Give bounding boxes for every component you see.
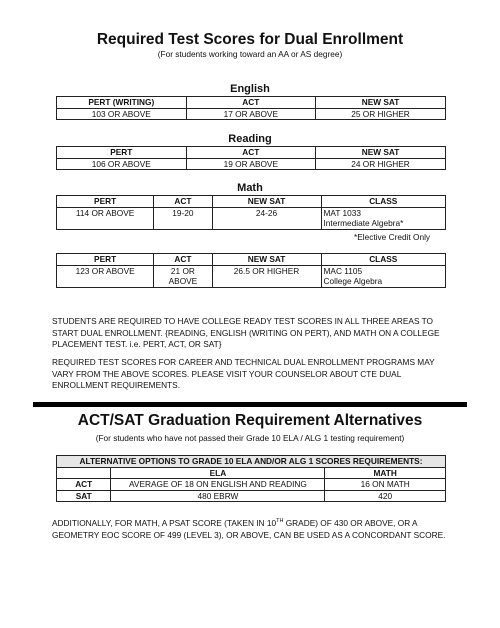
class-name: College Algebra — [323, 276, 383, 286]
class-code: MAT 1033 — [323, 207, 362, 218]
elective-note: *Elective Credit Only — [354, 232, 431, 242]
table-cell: 24 OR HIGHER — [316, 158, 446, 170]
row-label: ACT — [57, 479, 111, 491]
table-row — [57, 479, 446, 491]
psat-text-b: GRADE) OF 430 OR ABOVE, OR A GEOMETRY EOC SCORE OF 499 (LEVEL 3), OR ABOVE, CAN BE USED AS A CONCORDANT SCORE. — [52, 518, 446, 540]
table-cell: 480 EBRW — [111, 490, 325, 502]
table-cell: 106 OR ABOVE — [57, 158, 187, 170]
table-header-row — [57, 254, 446, 266]
psat-paragraph — [52, 518, 452, 541]
table-cell — [321, 265, 446, 287]
section-subtitle: (For students who have not passed their Grade 10 ELA / ALG 1 testing requirement) — [95, 433, 405, 443]
table-cell: 420 — [325, 490, 446, 502]
college-ready-paragraph: STUDENTS ARE REQUIRED TO HAVE COLLEGE READY TEST SCORES IN ALL THREE AREAS TO START DUAL ENROLLMENT. {READING, ENGLISH (WRITING ON PERT), AND MATH ON A COLLEGE PLACEMENT TEST. i.e. PERT, ACT, OR SAT} — [52, 316, 440, 349]
header-cell: PERT (WRITING) — [57, 97, 187, 109]
class-code: MAC 1105 — [323, 265, 363, 276]
table-cell — [154, 265, 212, 287]
table-header-row — [57, 97, 446, 109]
table-row — [57, 207, 446, 229]
cte-paragraph: REQUIRED TEST SCORES FOR CAREER AND TECHNICAL DUAL ENROLLMENT PROGRAMS MAY VARY FROM THE ABOVE SCORES. PLEASE VISIT YOUR COUNSELOR ABOUT CTE DUAL ENROLLMENT REQUIREMENTS. — [52, 357, 435, 390]
page-subtitle: (For students working toward an AA or AS degree) — [157, 49, 343, 59]
table-row — [57, 158, 446, 170]
psat-superscript: TH — [276, 518, 284, 524]
math-table-1 — [56, 195, 446, 230]
table-cell: 16 ON MATH — [325, 479, 446, 491]
header-cell: ACT — [154, 196, 212, 208]
table-cell: 19-20 — [154, 207, 212, 229]
header-cell: NEW SAT — [212, 254, 321, 266]
row-label: SAT — [57, 490, 111, 502]
table-cell: 19 OR ABOVE — [186, 158, 316, 170]
alternatives-header: ALTERNATIVE OPTIONS TO GRADE 10 ELA AND/OR ALG 1 SCORES REQUIREMENTS: — [57, 456, 446, 468]
header-cell: CLASS — [321, 254, 446, 266]
section-divider — [33, 402, 467, 407]
page-title: Required Test Scores for Dual Enrollment — [96, 31, 404, 48]
header-cell: PERT — [57, 254, 154, 266]
header-cell: NEW SAT — [316, 97, 446, 109]
section-title: ACT/SAT Graduation Requirement Alternatives — [77, 412, 423, 429]
header-cell: ACT — [186, 147, 316, 159]
psat-text-a: ADDITIONALLY, FOR MATH, A PSAT SCORE (TAKEN IN 10 — [52, 518, 277, 528]
reading-heading: Reading — [228, 133, 272, 145]
header-cell: ACT — [154, 254, 212, 266]
table-cell: 114 OR ABOVE — [57, 207, 154, 229]
table-cell: 123 OR ABOVE — [57, 265, 154, 287]
table-header-row — [57, 456, 446, 468]
class-name: Intermediate Algebra* — [323, 218, 404, 228]
table-cell: 103 OR ABOVE — [57, 108, 187, 120]
header-cell: NEW SAT — [316, 147, 446, 159]
english-table — [56, 96, 446, 120]
table-cell: 26.5 OR HIGHER — [212, 265, 321, 287]
act-line-1: 21 OR — [170, 265, 195, 276]
table-cell: 25 OR HIGHER — [316, 108, 446, 120]
header-cell: CLASS — [321, 196, 446, 208]
header-cell: MATH — [325, 467, 446, 479]
table-header-row — [57, 147, 446, 159]
reading-table — [56, 146, 446, 170]
table-row — [57, 490, 446, 502]
english-heading: English — [230, 83, 270, 95]
table-header-row — [57, 467, 446, 479]
header-cell: ELA — [111, 467, 325, 479]
table-cell — [321, 207, 446, 229]
header-cell: ACT — [186, 97, 316, 109]
table-cell: AVERAGE OF 18 ON ENGLISH AND READING — [111, 479, 325, 491]
table-cell: 24-26 — [212, 207, 321, 229]
header-cell: PERT — [57, 147, 187, 159]
alternatives-table — [56, 455, 446, 502]
header-cell: NEW SAT — [212, 196, 321, 208]
math-heading: Math — [237, 182, 263, 194]
header-cell — [57, 467, 111, 479]
act-line-2: ABOVE — [168, 276, 198, 286]
math-table-2 — [56, 253, 446, 288]
table-header-row — [57, 196, 446, 208]
table-row — [57, 265, 446, 287]
table-row — [57, 108, 446, 120]
table-cell: 17 OR ABOVE — [186, 108, 316, 120]
header-cell: PERT — [57, 196, 154, 208]
